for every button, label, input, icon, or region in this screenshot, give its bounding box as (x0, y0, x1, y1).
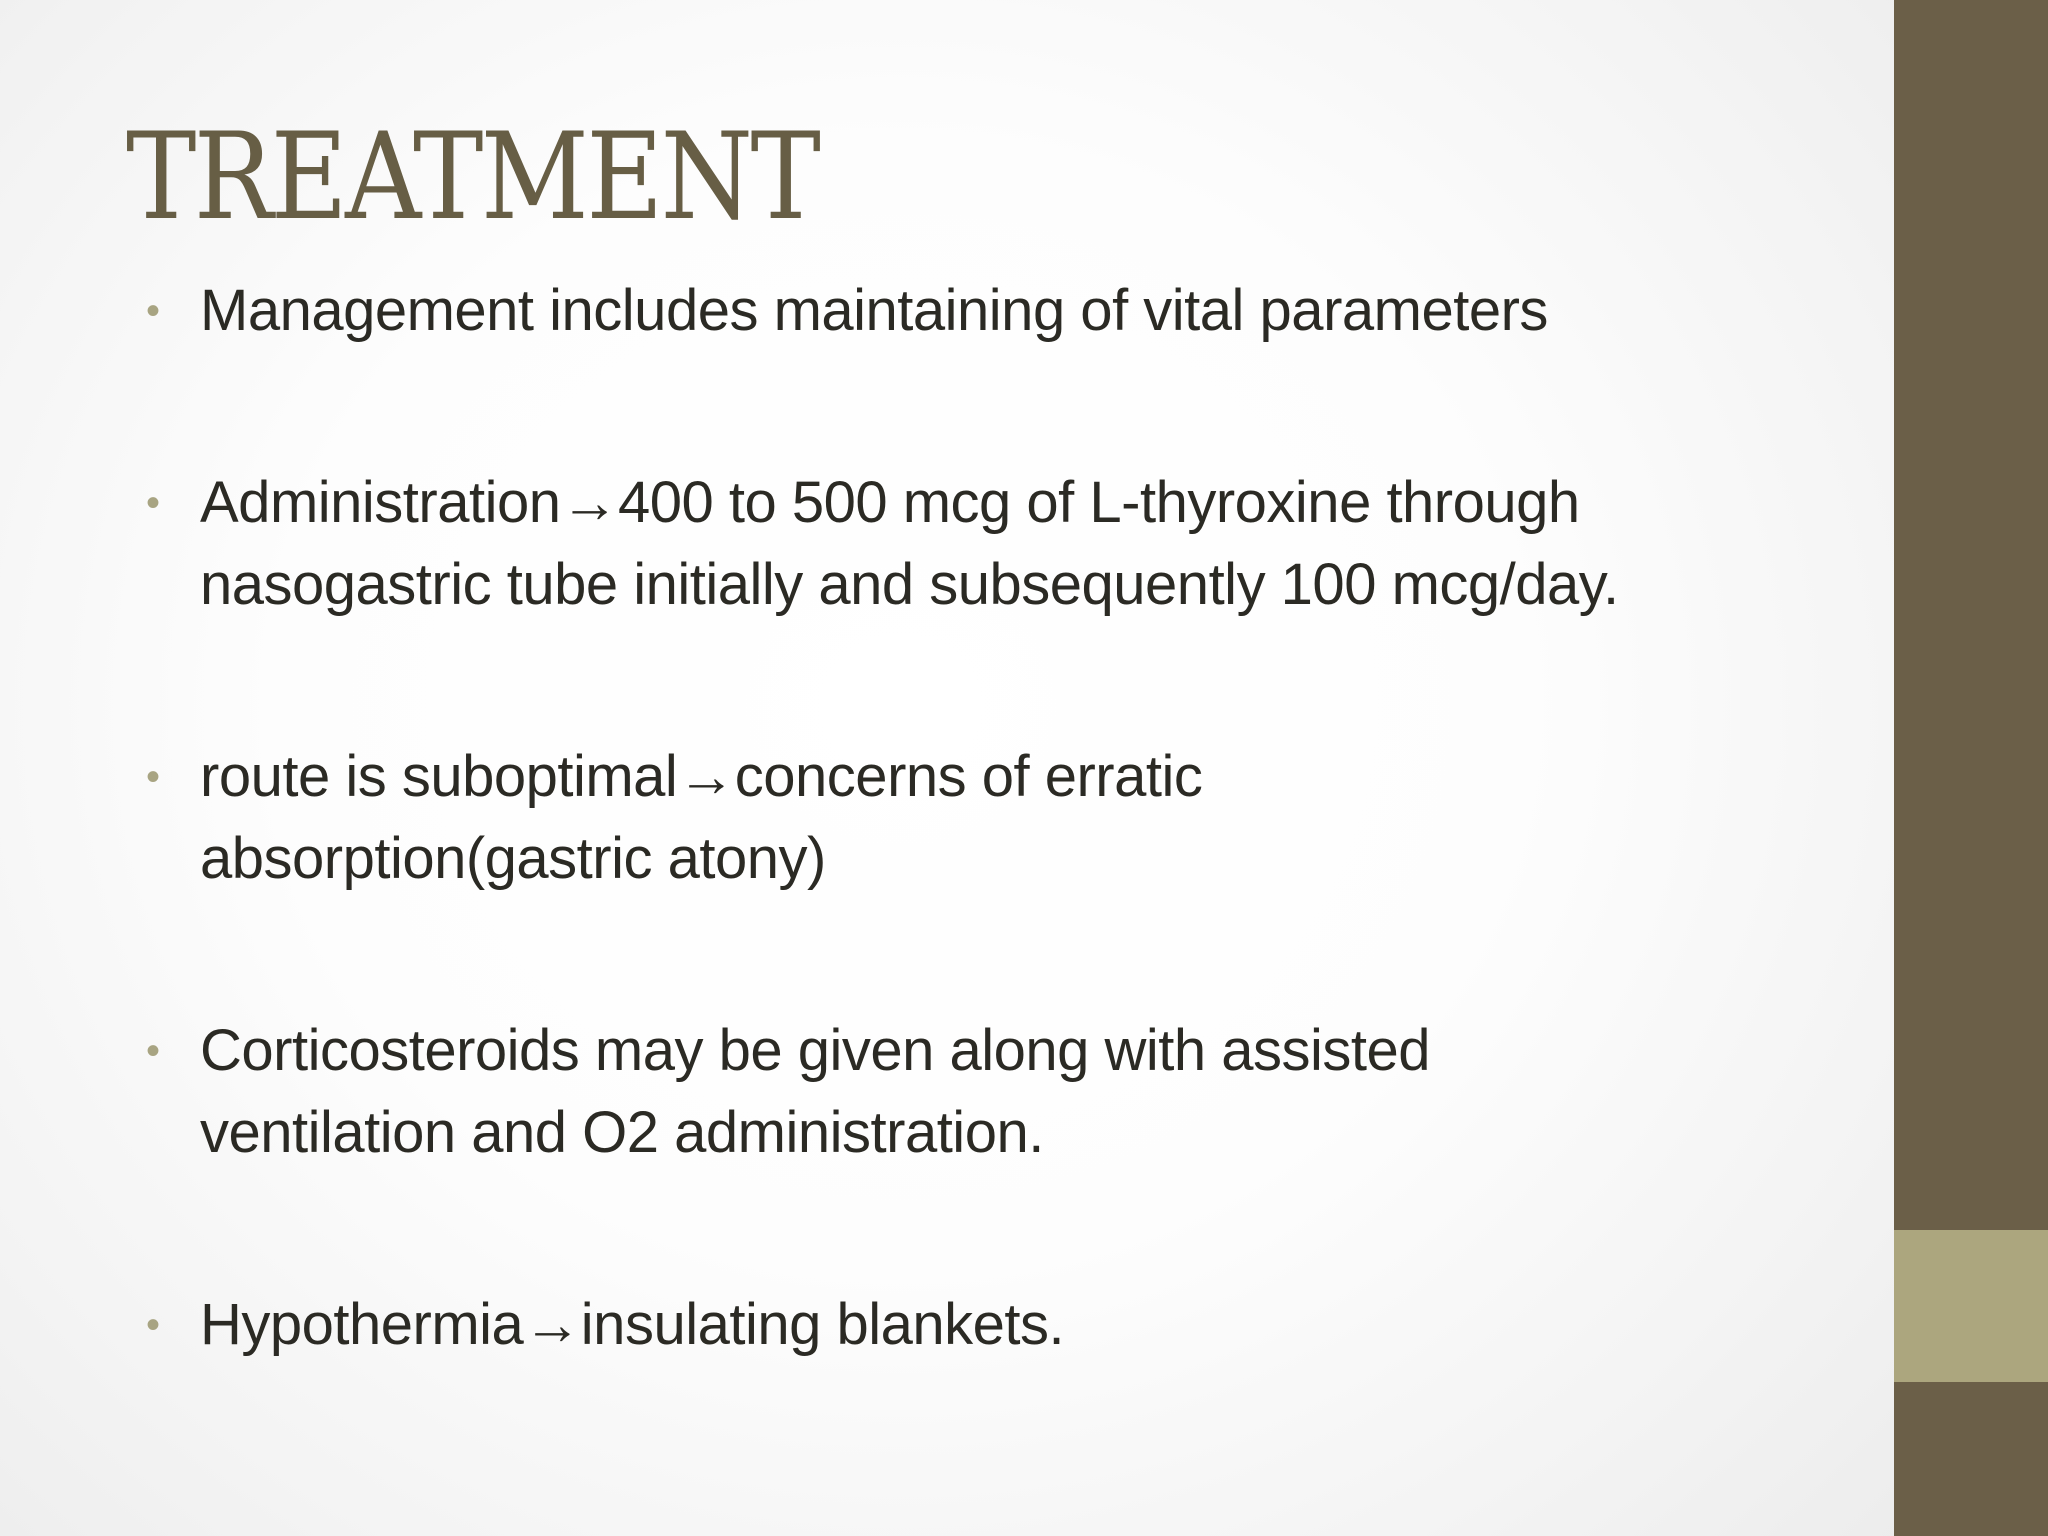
bullet-item (146, 1284, 1846, 1366)
bullet-item (146, 736, 1846, 900)
bullet-icon: • (146, 1029, 160, 1073)
bullet-icon: • (146, 289, 160, 333)
bullet-list (146, 270, 1846, 1476)
bullet-text: Administration→400 to 500 mcg of L-thyroxine through nasogastric tube initially and subsequently 100 mcg/day. (200, 470, 1619, 617)
bullet-item (146, 1010, 1846, 1174)
bullet-text: route is suboptimal→concerns of erratic absorption(gastric atony) (200, 744, 1203, 891)
bullet-text: Corticosteroids may be given along with assisted ventilation and O2 administration. (200, 1018, 1431, 1165)
bullet-icon: • (146, 481, 160, 525)
bullet-text: Hypothermia→insulating blankets. (200, 1292, 1065, 1357)
bullet-item (146, 462, 1846, 626)
bullet-icon: • (146, 755, 160, 799)
bullet-item (146, 270, 1846, 352)
bullet-icon: • (146, 1303, 160, 1347)
bullet-text: Management includes maintaining of vital parameters (200, 278, 1548, 343)
slide-title: TREATMENT (126, 108, 819, 247)
side-accent-decoration (1894, 1230, 2048, 1382)
